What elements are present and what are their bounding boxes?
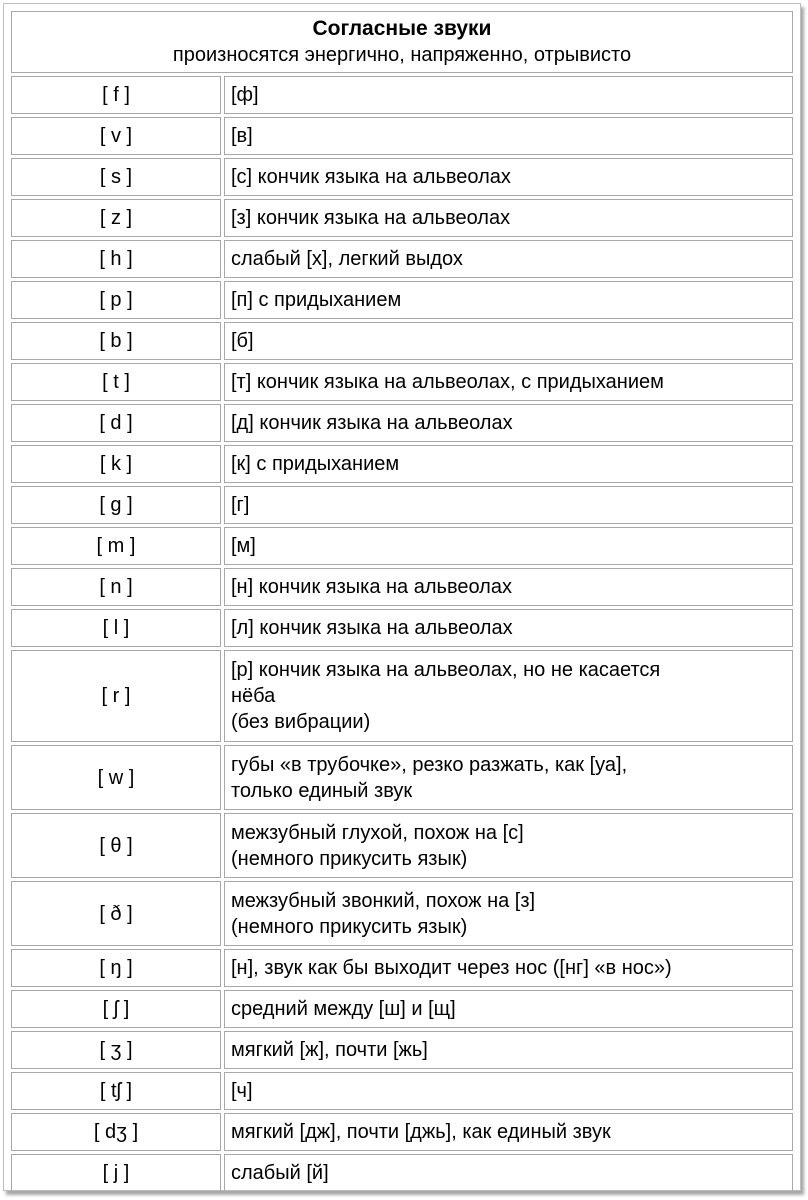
table-row (11, 281, 793, 319)
description-line: [п] с придыханием (231, 289, 402, 311)
phoneme-symbol: [ p ] (11, 281, 221, 319)
table-row (11, 486, 793, 524)
phoneme-symbol: [ v ] (11, 117, 221, 155)
phoneme-description (224, 240, 793, 278)
table-row (11, 1031, 793, 1069)
phoneme-symbol: [ m ] (11, 527, 221, 565)
description-line: [н] кончик языка на альвеолах (231, 576, 512, 598)
phoneme-description (224, 1113, 793, 1151)
phoneme-symbol: [ f ] (11, 76, 221, 114)
consonant-table (8, 8, 796, 1195)
description-line: средний между [ш] и [щ] (231, 998, 456, 1020)
phoneme-symbol: [ t ] (11, 363, 221, 401)
table-row (11, 1154, 793, 1192)
description-line: [ч] (231, 1080, 253, 1102)
description-line: [м] (231, 535, 256, 557)
phoneme-description (224, 1031, 793, 1069)
phoneme-description (224, 404, 793, 442)
description-line: губы «в трубочке», резко разжать, как [уа], (231, 753, 628, 776)
description-line: межзубный глухой, похож на [с] (231, 821, 524, 844)
phoneme-description (224, 527, 793, 565)
phoneme-symbol: [ r ] (11, 650, 221, 742)
phoneme-description (224, 650, 793, 742)
table-row (11, 76, 793, 114)
table-subtitle: произносятся энергично, напряженно, отрывисто (172, 44, 632, 66)
phoneme-symbol: [ s ] (11, 158, 221, 196)
description-line: [с] кончик языка на альвеолах (231, 166, 511, 188)
table-row (11, 527, 793, 565)
table-row (11, 568, 793, 606)
description-line: [т] кончик языка на альвеолах, с придыханием (231, 371, 664, 393)
phoneme-description (224, 158, 793, 196)
description-line: слабый [х], легкий выдох (231, 248, 463, 270)
description-line: (немного прикусить язык) (231, 847, 468, 870)
phoneme-description (224, 322, 793, 360)
description-line: мягкий [дж], почти [джь], как единый звук (231, 1121, 611, 1143)
description-line: [з] кончик языка на альвеолах (231, 207, 511, 229)
phoneme-description (224, 949, 793, 987)
table-row (11, 363, 793, 401)
phoneme-symbol: [ z ] (11, 199, 221, 237)
phoneme-symbol: [ l ] (11, 609, 221, 647)
description-line: только единый звук (231, 779, 413, 802)
description-line: [г] (231, 494, 250, 516)
phoneme-symbol: [ b ] (11, 322, 221, 360)
phoneme-symbol: [ n ] (11, 568, 221, 606)
description-line: [в] (231, 125, 253, 147)
phoneme-symbol: [ tʃ ] (11, 1072, 221, 1110)
table-row (11, 322, 793, 360)
phoneme-symbol: [ j ] (11, 1154, 221, 1192)
table-row (11, 240, 793, 278)
description-line: [д] кончик языка на альвеолах (231, 412, 513, 434)
phoneme-description (224, 881, 793, 946)
table-header-row (11, 11, 793, 73)
phoneme-symbol: [ ð ] (11, 881, 221, 946)
description-line: межзубный звонкий, похож на [з] (231, 889, 536, 912)
phoneme-description (224, 990, 793, 1028)
description-line: слабый [й] (231, 1162, 329, 1184)
phoneme-symbol: [ ʒ ] (11, 1031, 221, 1069)
phoneme-description (224, 117, 793, 155)
description-line: [к] с придыханием (231, 453, 400, 475)
description-line: [л] кончик языка на альвеолах (231, 617, 513, 639)
phoneme-description (224, 1072, 793, 1110)
phoneme-symbol: [ k ] (11, 445, 221, 483)
phoneme-symbol: [ d ] (11, 404, 221, 442)
table-row (11, 881, 793, 946)
table-title: Согласные звуки (312, 17, 492, 40)
phoneme-symbol: [ g ] (11, 486, 221, 524)
phoneme-description (224, 609, 793, 647)
description-line: нёба (231, 685, 276, 707)
table-row (11, 158, 793, 196)
phoneme-symbol: [ dʒ ] (11, 1113, 221, 1151)
phoneme-symbol: [ h ] (11, 240, 221, 278)
phoneme-description (224, 445, 793, 483)
phoneme-description (224, 813, 793, 878)
phoneme-symbol: [ w ] (11, 745, 221, 810)
description-line: (без вибрации) (231, 711, 371, 733)
table-row (11, 650, 793, 742)
phoneme-description (224, 363, 793, 401)
table-row (11, 990, 793, 1028)
table-row (11, 117, 793, 155)
table-row (11, 445, 793, 483)
phoneme-description (224, 1154, 793, 1192)
phoneme-description (224, 76, 793, 114)
phoneme-description (224, 199, 793, 237)
phoneme-symbol: [ ʃ ] (11, 990, 221, 1028)
phoneme-description (224, 568, 793, 606)
table-frame (3, 3, 801, 1191)
phoneme-symbol: [ ŋ ] (11, 949, 221, 987)
phoneme-description (224, 281, 793, 319)
phoneme-description (224, 745, 793, 810)
description-line: [б] (231, 330, 254, 352)
table-row (11, 609, 793, 647)
description-line: [р] кончик языка на альвеолах, но не касается (231, 659, 661, 681)
table-row (11, 1072, 793, 1110)
table-header (11, 11, 793, 73)
description-line: [н], звук как бы выходит через нос ([нг] «в нос») (231, 957, 672, 979)
phoneme-symbol: [ θ ] (11, 813, 221, 878)
description-line: мягкий [ж], почти [жь] (231, 1039, 428, 1061)
table-row (11, 813, 793, 878)
table-row (11, 1113, 793, 1151)
table-row (11, 949, 793, 987)
table-row (11, 745, 793, 810)
table-row (11, 404, 793, 442)
table-row (11, 199, 793, 237)
description-line: (немного прикусить язык) (231, 915, 468, 938)
description-line: [ф] (231, 84, 259, 106)
phoneme-description (224, 486, 793, 524)
